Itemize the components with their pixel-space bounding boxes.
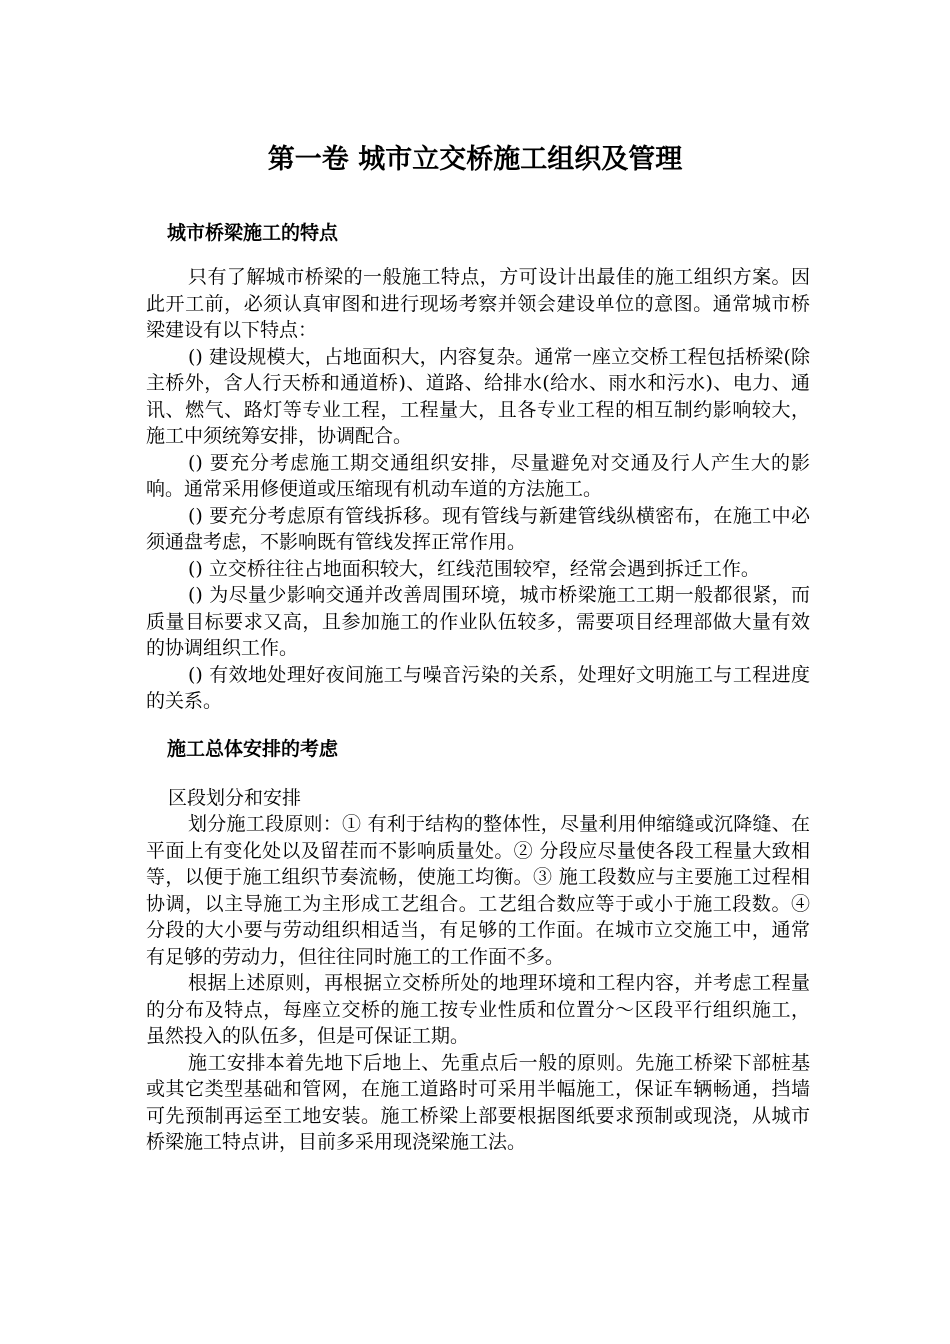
- section-body-overall-arrangement: [146, 811, 810, 1156]
- paragraph: () 要充分考虑原有管线拆移。现有管线与新建管线纵横密布，在施工中必须通盘考虑，不影响既有管线发挥正常作用。: [146, 504, 810, 553]
- paragraph: 施工安排本着先地下后地上、先重点后一般的原则。先施工桥梁下部桩基或其它类型基础和管网，在施工道路时可采用半幅施工，保证车辆畅通，挡墙可先预制再运至工地安装。施工桥梁上部要根据图纸要求预制或现浇，从城市桥梁施工特点讲，目前多采用现浇梁施工法。: [146, 1051, 810, 1153]
- paragraph: () 为尽量少影响交通并改善周围环境，城市桥梁施工工期一般都很紧，而质量目标要求又高，且参加施工的作业队伍较多，需要项目经理部做大量有效的协调组织工作。: [146, 584, 810, 659]
- paragraph: 划分施工段原则：① 有利于结构的整体性，尽量利用伸缩缝或沉降缝、在平面上有变化处以及留茬而不影响质量处。② 分段应尽量使各段工程量大致相等，以便于施工组织节奏流畅，使施工均衡。③ 施工段数应与主要施工过程相协调，以主导施工为主形成工艺组合。工艺组合数应等于或小于施工段数。④ 分段的大小要与劳动组织相适当，有足够的工作面。在城市立交施工中，通常有足够的劳动力，但往往同时施工的工作面不多。: [146, 813, 810, 968]
- document-title: 第一卷 城市立交桥施工组织及管理: [267, 144, 683, 175]
- paragraph: () 立交桥往往占地面积较大，红线范围较窄，经常会遇到拆迁工作。: [188, 557, 760, 580]
- subsection-heading-zoning: 区段划分和安排: [168, 787, 302, 809]
- paragraph: 根据上述原则，再根据立交桥所处的地理环境和工程内容，并考虑工程量的分布及特点，每座立交桥的施工按专业性质和位置分～区段平行组织施工，虽然投入的队伍多，但是可保证工期。: [146, 972, 810, 1047]
- section-body-bridge-features: [146, 264, 810, 715]
- section-heading-overall-arrangement: 施工总体安排的考虑: [167, 738, 339, 760]
- section-heading-bridge-features: 城市桥梁施工的特点: [167, 222, 339, 244]
- paragraph: () 要充分考虑施工期交通组织安排，尽量避免对交通及行人产生大的影响。通常采用修便道或压缩现有机动车道的方法施工。: [146, 451, 810, 500]
- paragraph: () 建设规模大，占地面积大，内容复杂。通常一座立交桥工程包括桥梁(除主桥外，含人行天桥和通道桥)、道路、给排水(给水、雨水和污水)、电力、通讯、燃气、路灯等专业工程，工程量大，且各专业工程的相互制约影响较大，施工中须统筹安排，协调配合。: [146, 345, 810, 447]
- paragraph: 只有了解城市桥梁的一般施工特点，方可设计出最佳的施工组织方案。因此开工前，必须认真审图和进行现场考察并领会建设单位的意图。通常城市桥梁建设有以下特点：: [146, 266, 810, 341]
- paragraph: () 有效地处理好夜间施工与噪音污染的关系，处理好文明施工与工程进度的关系。: [146, 663, 810, 712]
